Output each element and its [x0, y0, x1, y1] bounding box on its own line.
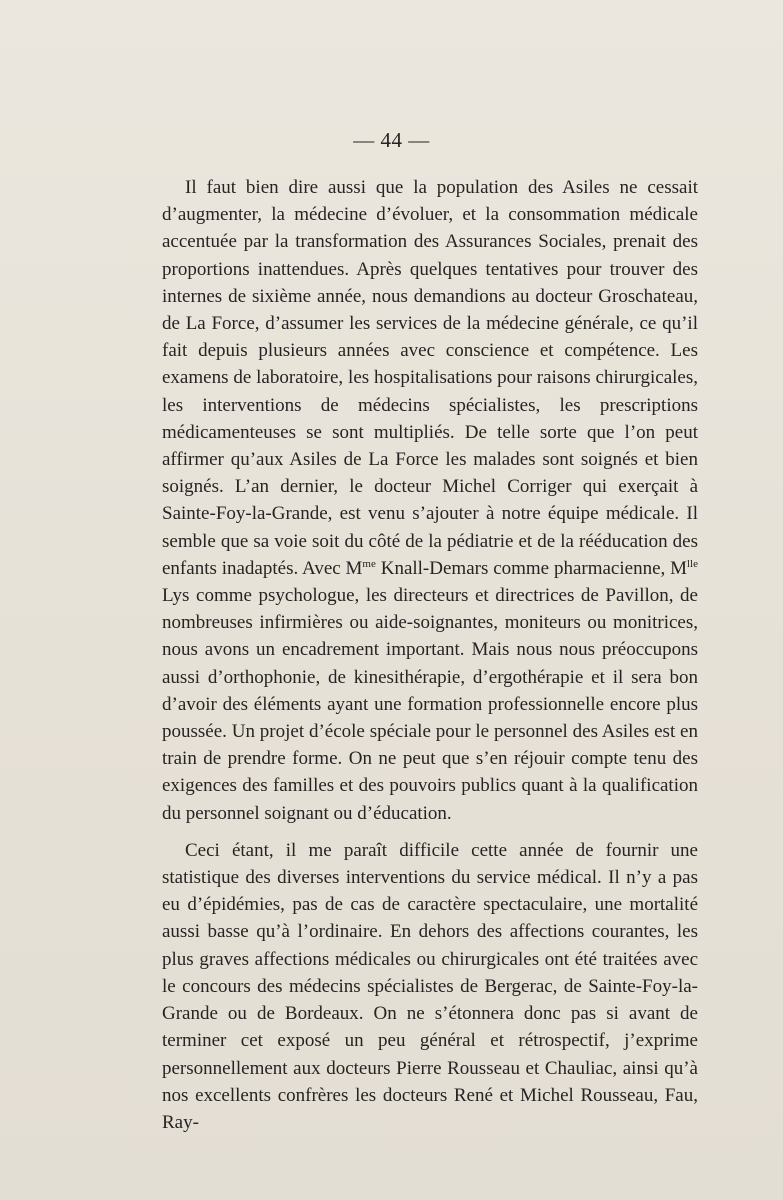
madame-abbreviation: me [362, 557, 376, 570]
paragraph-medical-staff [162, 174, 698, 827]
paragraph-text-segment: Il faut bien dire aussi que la population des Asiles ne cessait d’augmenter, la médecine d’évoluer, et la consommation médicale accentuée par la transformation des Assurances Sociales, prenait des proportions inattendues. Après quelques tentatives pour trouver des internes de sixième année, nous demandions au docteur Groschateau, de La Force, d’assumer les services de la médecine générale, ce qu’il fait depuis plusieurs années avec conscience et compétence. Les examens de laboratoire, les hospitalisations pour raisons chirurgicales, les interventions de médecins spécialistes, les prescriptions médicamenteuses se sont multipliés. De telle sorte que l’on peut affirmer qu’aux Asiles de La Force les malades sont soignés et bien soignés. L’an dernier, le docteur Michel Corriger qui exerçait à Sainte-Foy-la-Grande, est venu s’ajouter à notre équipe médicale. Il semble que sa voie soit du côté de la pédiatrie et de la rééducation des enfants inadaptés. Avec M [162, 177, 698, 579]
body-text [162, 174, 698, 1136]
paragraph-text-segment: Knall-Demars comme pharmacienne, M [375, 557, 687, 579]
mademoiselle-abbreviation: lle [687, 557, 698, 570]
page-number: — 44 — [353, 128, 430, 152]
paragraph-text-segment: Lys comme psychologue, les directeurs et directrices de Pavillon, de nombreuses infirmières ou aide-soignantes, moniteurs ou monitrices, nous avons un encadrement important. Mais nous nous préoccupons aussi d’orthophonie, de kinesithérapie, d’ergothérapie et il sera bon d’avoir des éléments ayant une formation professionnelle encore plus poussée. Un projet d’école spéciale pour le personnel des Asiles est en train de prendre forme. On ne peut que s’en réjouir compte tenu des exigences des familles et des pouvoirs publics quant à la qualification du personnel soignant ou d’éducation. [162, 585, 698, 824]
paragraph-medical-interventions: Ceci étant, il me paraît difficile cette année de fournir une statistique des diverses interventions du service médical. Il n’y a pas eu d’épidémies, pas de cas de caractère spectaculaire, une mortalité aussi basse qu’à l’ordinaire. En dehors des affections courantes, les plus graves affections médicales ou chirurgicales ont été traitées avec le concours des médecins spécialistes de Bergerac, de Sainte-Foy-la-Grande ou de Bordeaux. On ne s’étonnera donc pas si avant de terminer cet exposé un peu général et rétrospectif, j’exprime personnellement aux docteurs Pierre Rousseau et Chauliac, ainsi qu’à nos excellents confrères les docteurs René et Michel Rousseau, Fau, Ray- [162, 839, 698, 1133]
